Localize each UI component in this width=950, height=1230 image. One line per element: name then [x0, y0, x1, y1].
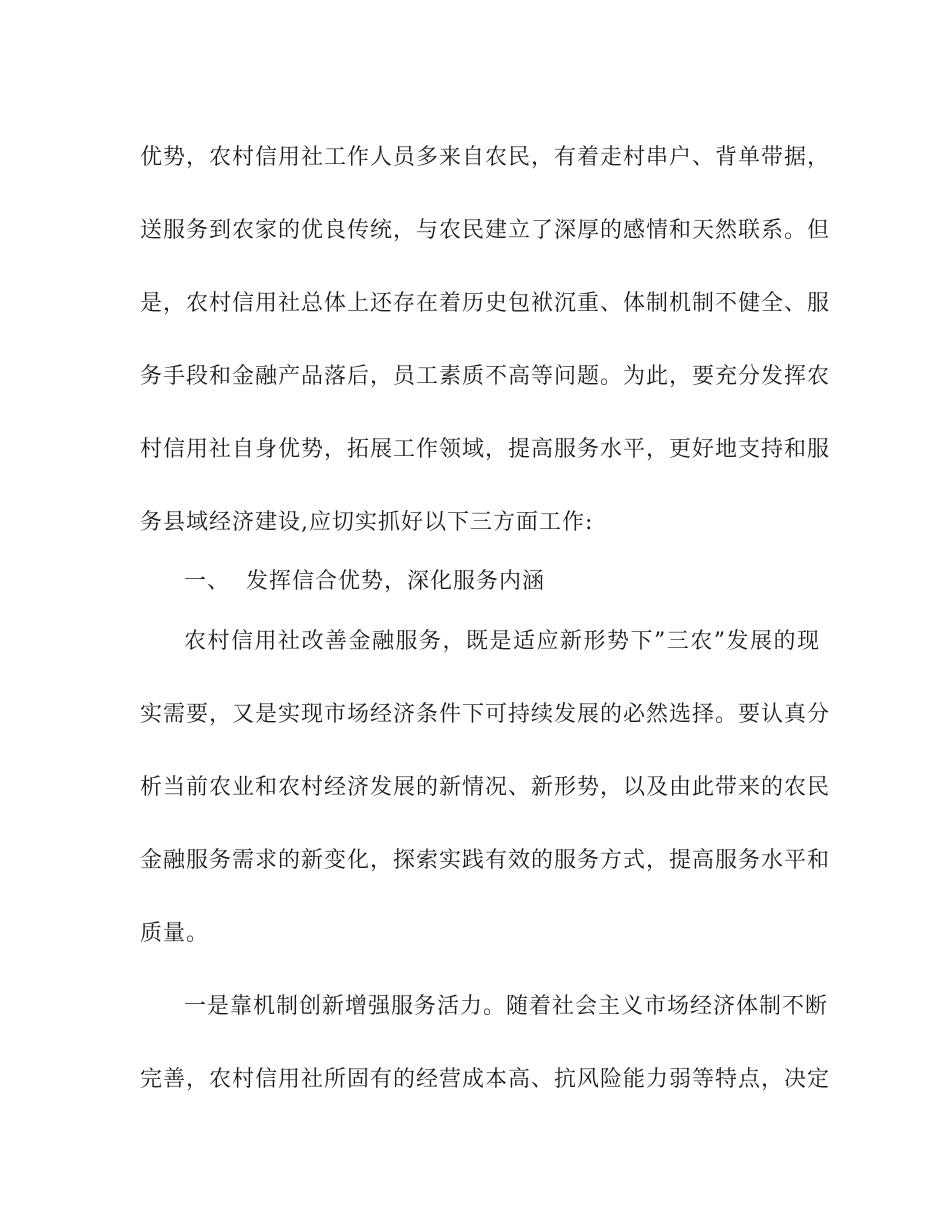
text-line: 质量。: [140, 921, 210, 946]
text-line: 务手段和金融产品落后，员工素质不高等问题。为此，要充分发挥农: [140, 364, 831, 389]
text-line: 析当前农业和农村经济发展的新情况、新形势，以及由此带来的农民: [140, 775, 831, 800]
text-line: 完善，农村信用社所固有的经营成本高、抗风险能力弱等特点，决定: [140, 1067, 831, 1092]
paragraph-first-line: 农村信用社改善金融服务，既是适应新形势下”三农”发展的现: [184, 629, 820, 654]
text-line: 是，农村信用社总体上还存在着历史包袱沉重、体制机制不健全、服: [140, 291, 831, 316]
text-line: 务县域经济建设,应切实抓好以下三方面工作:: [140, 510, 594, 535]
paragraph-first-line: 一是靠机制创新增强服务活力。随着社会主义市场经济体制不断: [184, 994, 829, 1019]
text-line: 优势，农村信用社工作人员多来自农民，有着走村串户、背单带据，: [140, 145, 831, 170]
text-line: 金融服务需求的新变化，探索实践有效的服务方式，提高服务水平和: [140, 848, 831, 873]
text-line: 送服务到农家的优良传统，与农民建立了深厚的感情和天然联系。但: [140, 218, 831, 243]
section-heading: 一、 发挥信合优势，深化服务内涵: [184, 569, 545, 594]
text-line: 村信用社自身优势，拓展工作领域，提高服务水平，更好地支持和服: [140, 437, 831, 462]
text-line: 实需要，又是实现市场经济条件下可持续发展的必然选择。要认真分: [140, 702, 831, 727]
